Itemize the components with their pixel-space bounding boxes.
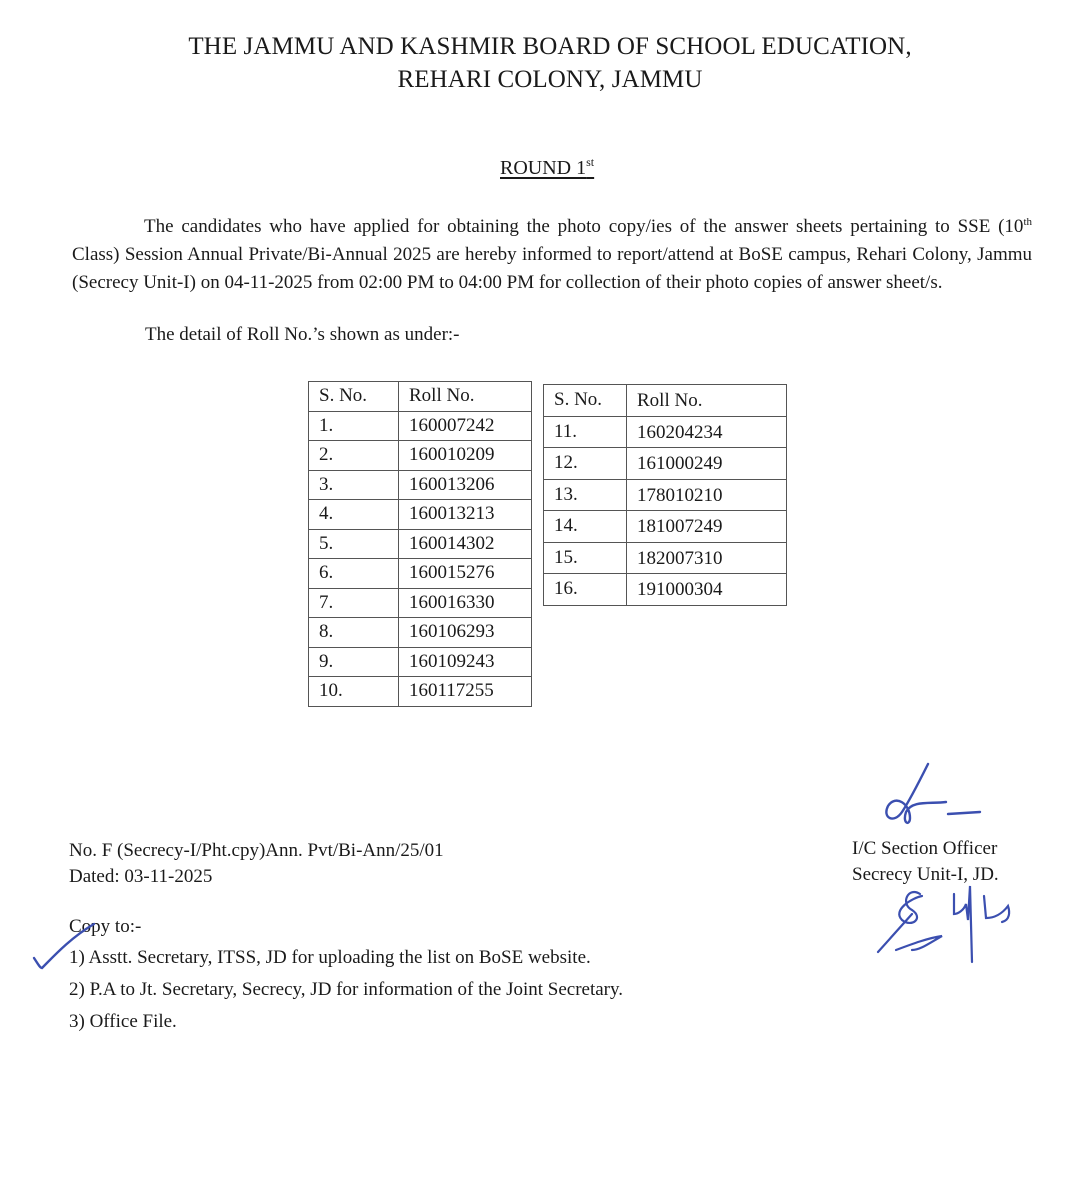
header-sno: S. No. [309,382,399,412]
roll-number: 160007242 [399,411,532,441]
serial-number: 15. [544,542,627,574]
table-row [309,559,532,589]
reference-number: No. F (Secrecy-I/Pht.cpy)Ann. Pvt/Bi-Ann/25/01 [69,840,444,861]
board-address: REHARI COLONY, JAMMU [397,66,703,93]
copy-to-item: 3) Office File. [69,1011,177,1032]
detail-intro: The detail of Roll No.’s shown as under:- [145,324,460,345]
table-row [309,647,532,677]
table-row [309,588,532,618]
header-roll: Roll No. [399,382,532,412]
table-row [309,500,532,530]
header-sno: S. No. [544,385,627,417]
reference-date: Dated: 03-11-2025 [69,866,213,887]
serial-number: 14. [544,511,627,543]
table-row [544,511,787,543]
signatory-unit: Secrecy Unit-I, JD. [852,864,999,885]
roll-number: 160117255 [399,677,532,707]
serial-number: 4. [309,500,399,530]
table-row [309,441,532,471]
signature-top-icon [880,760,990,830]
serial-number: 3. [309,470,399,500]
table-row [309,470,532,500]
roll-number: 160010209 [399,441,532,471]
roll-number: 160109243 [399,647,532,677]
roll-number: 160204234 [627,416,787,448]
table-row [544,574,787,606]
round-title: ROUND 1st [500,155,595,179]
roll-number: 160014302 [399,529,532,559]
table-row [309,677,532,707]
serial-number: 5. [309,529,399,559]
serial-number: 9. [309,647,399,677]
roll-number: 160106293 [399,618,532,648]
copy-to-item: 2) P.A to Jt. Secretary, Secrecy, JD for information of the Joint Secretary. [69,979,624,1000]
serial-number: 13. [544,479,627,511]
roll-table-left [308,381,532,707]
copy-to-list [69,942,623,1038]
signatory-title: I/C Section Officer [852,838,998,859]
roll-number: 191000304 [627,574,787,606]
serial-number: 1. [309,411,399,441]
roll-number: 160013206 [399,470,532,500]
serial-number: 2. [309,441,399,471]
serial-number: 6. [309,559,399,589]
signatory-block [852,836,999,888]
roll-number: 160013213 [399,500,532,530]
roll-table-right [543,384,787,606]
roll-number: 160016330 [399,588,532,618]
table-row [544,448,787,480]
board-name: THE JAMMU AND KASHMIR BOARD OF SCHOOL EDUCATION, [188,33,912,60]
table-row [309,529,532,559]
copy-to-item: 1) Asstt. Secretary, ITSS, JD for uploading the list on BoSE website. [69,947,591,968]
table-row [309,618,532,648]
serial-number: 12. [544,448,627,480]
signature-bottom-icon [872,880,1032,970]
notice-body: The candidates who have applied for obtaining the photo copy/ies of the answer sheets pertaining to SSE (10th Class) Session Annual Private/Bi-Annual 2025 are hereby informed to report/attend at BoSE campus, Rehari Colony, Jammu (Secrecy Unit-I) on 04-11-2025 from 02:00 PM to 04:00 PM for collection of their photo copies of answer sheet/s. [72,216,1032,293]
serial-number: 16. [544,574,627,606]
table-row [309,411,532,441]
serial-number: 7. [309,588,399,618]
serial-number: 11. [544,416,627,448]
table-header-row [544,385,787,417]
roll-number: 178010210 [627,479,787,511]
table-header-row [309,382,532,412]
roll-number: 182007310 [627,542,787,574]
reference-block [69,838,444,890]
roll-number: 161000249 [627,448,787,480]
table-row [544,479,787,511]
roll-number: 160015276 [399,559,532,589]
roll-number: 181007249 [627,511,787,543]
serial-number: 10. [309,677,399,707]
copy-to-label: Copy to:- [69,916,142,937]
document-header [0,30,1080,96]
table-row [544,416,787,448]
header-roll: Roll No. [627,385,787,417]
table-row [544,542,787,574]
serial-number: 8. [309,618,399,648]
